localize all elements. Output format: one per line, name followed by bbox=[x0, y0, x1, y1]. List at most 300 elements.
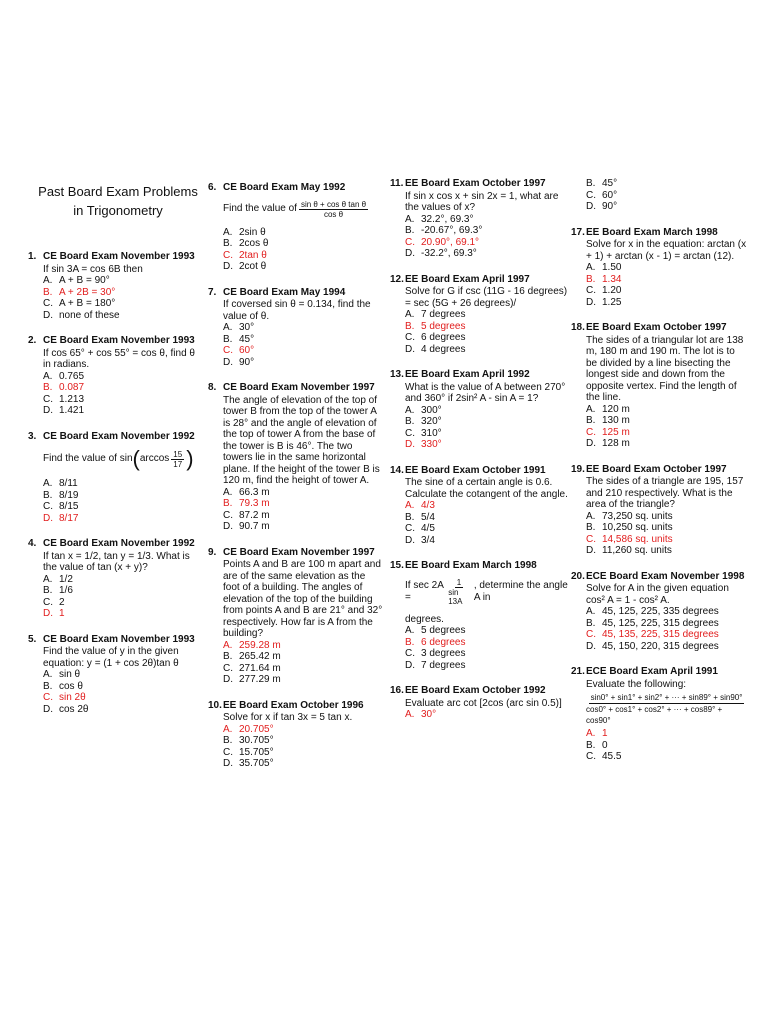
choice-letter: A. bbox=[405, 709, 415, 720]
choice-text: A + 2B = 30° bbox=[59, 286, 116, 298]
problem-question: Solve for A in the given equation cos² A = 1 - cos² A. bbox=[586, 583, 729, 606]
choice-text: 1 bbox=[602, 728, 608, 739]
choice-c bbox=[223, 250, 384, 262]
choice-list bbox=[586, 262, 747, 308]
choice-letter: B. bbox=[586, 273, 596, 285]
choice-letter: D. bbox=[43, 512, 53, 524]
choice-b bbox=[223, 334, 384, 346]
choice-a bbox=[43, 669, 200, 681]
choice-text: 90.7 m bbox=[239, 521, 270, 532]
problem-source: EE Board Exam April 1997 bbox=[405, 273, 530, 285]
problem-7: 7. CE Board Exam May 1994 If coversed sin θ = 0.134, find the value of θ. A. 30° B. 45° C. 60° D. 90° bbox=[208, 287, 384, 369]
choice-text: 60° bbox=[239, 345, 255, 356]
choice-b bbox=[586, 522, 747, 534]
problem-source: CE Board Exam November 1993 bbox=[43, 251, 195, 262]
problem-question: Evaluate arc cot [2cos (arc sin 0.5)] bbox=[405, 697, 562, 709]
choice-letter: C. bbox=[405, 236, 415, 248]
math-expression: Find the value of $\frac{\text{sin θ + cos θ tan θ}}{\text{cos θ}}$ bbox=[223, 199, 367, 219]
choice-list bbox=[223, 640, 384, 686]
choice-c bbox=[586, 629, 747, 641]
choice-d bbox=[586, 641, 747, 653]
choice-letter: C. bbox=[223, 509, 233, 521]
choice-text: 60° bbox=[602, 189, 618, 201]
choice-c bbox=[43, 298, 200, 310]
choice-text: 4 degrees bbox=[421, 343, 466, 355]
choice-list bbox=[586, 404, 747, 450]
problem-15: 15. EE Board Exam March 1998 If sec 2A = $\frac{1}{\sin 13A}$ , determine the angle A in degrees. A. 5 degrees B. 6 degrees C. 3 degrees D. 7 degrees bbox=[390, 560, 568, 671]
choice-text: 5/4 bbox=[421, 511, 435, 523]
choice-list bbox=[405, 709, 568, 721]
problem-source: CE Board Exam November 1993 bbox=[43, 335, 195, 346]
problem-source: EE Board Exam October 1996 bbox=[223, 699, 364, 711]
choice-text: 30° bbox=[239, 322, 255, 333]
problem-8: 8. CE Board Exam November 1997 The angle of elevation of the top of tower B from the top of the tower A is 28° and the angle of elevation of the top of tower A from the base of the tower is B is 46°. The two towers lie in the same horizontal plane. If the height of the tower B is 120 m, find the height of tower A. A. 66.3 m B. 79.3 m C. 87.2 m D. 90.7 m bbox=[208, 382, 384, 533]
problem-source: EE Board Exam October 1992 bbox=[405, 685, 546, 696]
problem-source: EE Board Exam October 1997 bbox=[586, 463, 727, 475]
problem-question: The sides of a triangle are 195, 157 and 210 respectively. What is the area of the triangle? bbox=[586, 476, 744, 510]
problem-13: 13. EE Board Exam April 1992 What is the value of A between 270° and 360° if 2sin² A - sin A = 1? A. 300° B. 320° C. 310° D. 330° bbox=[390, 369, 568, 451]
choice-d bbox=[586, 545, 747, 557]
choice-a bbox=[223, 724, 384, 736]
choice-letter: C. bbox=[586, 751, 596, 762]
choice-text: 1 bbox=[59, 608, 65, 619]
choice-a bbox=[586, 606, 747, 618]
choice-c bbox=[405, 428, 568, 440]
problem-question: The sine of a certain angle is 0.6. Calculate the cotangent of the angle. bbox=[405, 477, 568, 500]
choice-list bbox=[405, 625, 568, 671]
choice-text: 1/6 bbox=[59, 585, 73, 596]
choice-text: 11,260 sq. units bbox=[602, 545, 672, 556]
problem-2: 2. CE Board Exam November 1993 If cos 65° + cos 55° = cos θ, find θ in radians. A. 0.765 B. 0.087 C. 1.213 D. 1.421 bbox=[28, 335, 200, 417]
choice-c bbox=[43, 597, 200, 609]
choice-b bbox=[223, 498, 384, 510]
choice-d bbox=[223, 758, 384, 770]
choice-list bbox=[43, 371, 200, 417]
choice-list bbox=[405, 309, 568, 355]
choice-text: 30.705° bbox=[239, 735, 274, 746]
choice-letter: D. bbox=[586, 545, 596, 556]
choice-text: 1.20 bbox=[602, 285, 622, 296]
choice-letter: B. bbox=[405, 225, 415, 236]
choice-d bbox=[43, 310, 200, 322]
choice-letter: B. bbox=[586, 178, 596, 189]
choice-letter: B. bbox=[405, 636, 415, 648]
choice-b bbox=[43, 382, 200, 394]
problem-question: If sin 3A = cos 6B then bbox=[43, 263, 143, 275]
choice-text: 300° bbox=[421, 404, 442, 416]
choice-letter: B. bbox=[223, 498, 233, 509]
choice-text: cos 2θ bbox=[59, 703, 89, 715]
choice-d bbox=[405, 344, 568, 356]
choice-letter: B. bbox=[43, 382, 53, 393]
choice-text: 330° bbox=[421, 439, 442, 450]
choice-letter: D. bbox=[405, 534, 415, 546]
choice-letter: D. bbox=[405, 659, 415, 671]
problem-question: The angle of elevation of the top of tower B from the top of the tower A is 28° and the angle of elevation of the top of tower A from the base of the tower is B is 46°. The two towers lie in the same horizontal plane. If the height of the tower B is 120 m, find the height of tower A. bbox=[223, 394, 380, 486]
choice-letter: A. bbox=[223, 723, 233, 735]
choice-a bbox=[43, 478, 200, 490]
choice-b bbox=[43, 585, 200, 597]
choice-d bbox=[586, 297, 747, 309]
choice-letter: A. bbox=[586, 606, 596, 617]
choice-d bbox=[43, 608, 200, 620]
problem-21: 21. ECE Board Exam April 1991 Evaluate the following: sin0° + sin1° + sin2° + ··· + sin89° + sin90° cos0° + cos1° + cos2° + ··· + cos89° + cos90° A. 1 B. 0 C. 45.5 bbox=[571, 666, 747, 763]
choice-list bbox=[223, 227, 384, 273]
choice-text: 1/2 bbox=[59, 573, 73, 585]
choice-b bbox=[223, 651, 384, 663]
choice-text: 20.705° bbox=[239, 723, 274, 735]
choice-text: -32.2°, 69.3° bbox=[421, 248, 477, 259]
choice-letter: D. bbox=[586, 201, 596, 212]
problem-3: 3. CE Board Exam November 1992 Find the value of sin ( arccos $\frac{15}{17}$ ) A. 8/11 B. 8/19 C. 8/15 D. 8/17 bbox=[28, 431, 200, 525]
problem-question: What is the value of A between 270° and 360° if 2sin² A - sin A = 1? bbox=[405, 381, 566, 404]
choice-letter: A. bbox=[586, 728, 596, 739]
choice-letter: B. bbox=[43, 585, 53, 596]
choice-list bbox=[405, 405, 568, 451]
choice-a bbox=[405, 709, 568, 721]
choice-letter: A. bbox=[405, 404, 415, 416]
choice-letter: C. bbox=[405, 523, 415, 534]
choice-letter: A. bbox=[586, 262, 596, 273]
problem-question: Points A and B are 100 m apart and are of the same elevation as the foot of a building. The angles of elevation of the top of the building from points A and B are 21° and 32° respectively. How far is A from the building? bbox=[223, 559, 383, 639]
choice-letter: D. bbox=[405, 248, 415, 259]
choice-b bbox=[405, 637, 568, 649]
choice-letter: A. bbox=[586, 510, 596, 522]
problem-6: 6. CE Board Exam May 1992 Find the value of $\frac{\text{sin θ + cos θ tan θ}}{\text{cos θ}}$ A. 2sin θ B. 2cos θ C. 2tan θ D. 2cot θ bbox=[208, 182, 384, 273]
choice-text: 125 m bbox=[602, 426, 630, 438]
choice-list bbox=[43, 275, 200, 321]
choice-a bbox=[405, 500, 568, 512]
choice-letter: A. bbox=[43, 669, 53, 680]
choice-letter: C. bbox=[43, 692, 53, 703]
choice-text: 35.705° bbox=[239, 758, 274, 769]
choice-text: 2 bbox=[59, 596, 65, 608]
choice-letter: B. bbox=[405, 320, 415, 332]
problem-1: 1. CE Board Exam November 1993 If sin 3A = cos 6B then A. A + B = 90° B. A + 2B = 30° C. A + B = 180° D. none of these bbox=[28, 251, 200, 321]
choice-a bbox=[43, 371, 200, 383]
problem-source: EE Board Exam April 1992 bbox=[405, 369, 530, 380]
choice-letter: B. bbox=[223, 651, 233, 662]
choice-letter: A. bbox=[223, 322, 233, 333]
choice-letter: C. bbox=[586, 533, 596, 545]
choice-d bbox=[405, 439, 568, 451]
choice-text: 1.25 bbox=[602, 296, 622, 308]
problem-4: 4. CE Board Exam November 1992 If tan x = 1/2, tan y = 1/3. What is the value of tan (x + y)? A. 1/2 B. 1/6 C. 2 D. 1 bbox=[28, 538, 200, 620]
problem-10: 10. EE Board Exam October 1996 Solve for x if tan 3x = 5 tan x. A. 20.705° B. 30.705° C. 15.705° D. 35.705° bbox=[208, 700, 384, 770]
choice-d bbox=[586, 438, 747, 450]
choice-letter: C. bbox=[405, 332, 415, 343]
choice-letter: A. bbox=[586, 403, 596, 415]
choice-text: 8/17 bbox=[59, 512, 79, 524]
choice-letter: A. bbox=[223, 486, 233, 498]
column-1 bbox=[28, 182, 200, 729]
choice-letter: B. bbox=[586, 617, 596, 629]
choice-letter: C. bbox=[223, 662, 233, 674]
choice-b bbox=[405, 225, 568, 237]
choice-text: 1.213 bbox=[59, 393, 85, 405]
problem-source: CE Board Exam May 1994 bbox=[223, 286, 346, 298]
choice-letter: D. bbox=[43, 608, 53, 619]
choice-text: 45, 125, 225, 335 degrees bbox=[602, 606, 719, 617]
choice-a bbox=[405, 309, 568, 321]
choice-text: 3 degrees bbox=[421, 648, 466, 659]
choice-c bbox=[223, 510, 384, 522]
choice-text: 73,250 sq. units bbox=[602, 510, 673, 522]
choice-c bbox=[586, 427, 747, 439]
choice-text: 45, 125, 225, 315 degrees bbox=[602, 617, 719, 629]
choice-letter: C. bbox=[43, 393, 53, 405]
choice-letter: A. bbox=[43, 275, 53, 286]
choice-letter: D. bbox=[405, 343, 415, 355]
choice-list bbox=[223, 724, 384, 770]
choice-letter: D. bbox=[43, 703, 53, 715]
choice-c bbox=[405, 332, 568, 344]
choice-d bbox=[43, 405, 200, 417]
choice-text: 8/19 bbox=[59, 489, 79, 501]
choice-a bbox=[586, 262, 747, 274]
choice-letter: C. bbox=[43, 298, 53, 309]
choice-text: 128 m bbox=[602, 438, 630, 449]
choice-letter: C. bbox=[405, 648, 415, 659]
choice-letter: D. bbox=[405, 439, 415, 450]
math-expression: Find the value of sin ( arccos $\frac{15}{17}$ ) bbox=[43, 446, 194, 471]
choice-letter: C. bbox=[586, 426, 596, 438]
choice-text: 90° bbox=[239, 356, 255, 368]
choice-c bbox=[223, 663, 384, 675]
choice-letter: C. bbox=[223, 345, 233, 356]
choice-letter: A. bbox=[43, 370, 53, 382]
choice-a bbox=[223, 640, 384, 652]
choice-list bbox=[43, 574, 200, 620]
choice-b bbox=[586, 274, 747, 286]
problem-question: Find the value of y in the given equation: y = (1 + cos 2θ)tan θ bbox=[43, 646, 179, 669]
choice-letter: C. bbox=[43, 501, 53, 512]
problem-question: If cos 65° + cos 55° = cos θ, find θ in radians. bbox=[43, 347, 195, 370]
choice-b bbox=[223, 735, 384, 747]
choice-c bbox=[586, 534, 747, 546]
choice-a bbox=[405, 625, 568, 637]
choice-b bbox=[586, 618, 747, 630]
choice-b bbox=[586, 740, 747, 752]
choice-a bbox=[405, 405, 568, 417]
choice-a bbox=[223, 487, 384, 499]
problem-11: 11. EE Board Exam October 1997 If sin x cos x + sin 2x = 1, what are the values of x? A. 32.2°, 69.3° B. -20.67°, 69.3° C. 20.90°, 69.1° D. -32.2°, 69.3° bbox=[390, 178, 568, 260]
choice-b bbox=[43, 287, 200, 299]
choice-text: 1.50 bbox=[602, 262, 622, 273]
problem-source: CE Board Exam May 1992 bbox=[223, 182, 346, 193]
column-3 bbox=[390, 178, 568, 735]
choice-a bbox=[586, 728, 747, 740]
choice-letter: A. bbox=[223, 226, 233, 238]
problem-question: If tan x = 1/2, tan y = 1/3. What is the value of tan (x + y)? bbox=[43, 550, 190, 573]
choice-b bbox=[586, 415, 747, 427]
choice-letter: D. bbox=[43, 405, 53, 416]
choice-letter: C. bbox=[43, 596, 53, 608]
problem-source: CE Board Exam November 1992 bbox=[43, 430, 195, 442]
choice-list bbox=[586, 606, 747, 652]
problem-9: 9. CE Board Exam November 1997 Points A and B are 100 m apart and are of the same elevation as the foot of a building. The angles of elevation of the top of the building from points A and B are 21° and 32° respectively. How far is A from the building? A. 259.28 m B. 265.42 m C. 271.64 m D. 277.29 m bbox=[208, 546, 383, 685]
choice-letter: B. bbox=[586, 415, 596, 426]
choice-letter: C. bbox=[586, 629, 596, 640]
choice-a bbox=[405, 214, 568, 226]
choice-text: 2tan θ bbox=[239, 249, 267, 261]
choice-letter: D. bbox=[223, 261, 233, 272]
fraction: sin0° + sin1° + sin2° + ··· + sin89° + sin90° cos0° + cos1° + cos2° + ··· + cos89° + cos90° bbox=[586, 693, 743, 725]
choice-d bbox=[586, 201, 747, 213]
choice-b bbox=[43, 490, 200, 502]
choice-c bbox=[43, 692, 200, 704]
choice-list bbox=[43, 669, 200, 715]
choice-text: 45° bbox=[239, 333, 255, 345]
choice-text: 6 degrees bbox=[421, 636, 466, 648]
choice-letter: B. bbox=[43, 286, 53, 298]
choice-c bbox=[586, 190, 747, 202]
choice-letter: C. bbox=[586, 285, 596, 296]
choice-text: 320° bbox=[421, 416, 442, 427]
choice-list bbox=[405, 500, 568, 546]
choice-list bbox=[405, 214, 568, 260]
choice-letter: D. bbox=[223, 521, 233, 532]
choice-letter: B. bbox=[405, 511, 415, 523]
choice-letter: D. bbox=[586, 640, 596, 652]
choice-list bbox=[586, 728, 747, 763]
choice-text: 130 m bbox=[602, 415, 630, 426]
problem-14: 14. EE Board Exam October 1991 The sine of a certain angle is 0.6. Calculate the cotangent of the angle. A. 4/3 B. 5/4 C. 4/5 D. 3/4 bbox=[390, 464, 568, 546]
choice-letter: B. bbox=[586, 522, 596, 533]
choice-text: sin θ bbox=[59, 669, 81, 680]
choice-list bbox=[43, 478, 200, 524]
problem-question: If coversed sin θ = 0.134, find the value of θ. bbox=[223, 299, 371, 322]
document-title: Past Board Exam Problems in Trigonometry bbox=[38, 184, 198, 218]
choice-letter: B. bbox=[586, 739, 596, 751]
choice-letter: D. bbox=[223, 356, 233, 368]
choice-text: 14,586 sq. units bbox=[602, 533, 673, 545]
choice-text: A + B = 90° bbox=[59, 275, 110, 286]
problem-question: Solve for x in the equation: arctan (x + 1) + arctan (x - 1) = arctan (12). bbox=[586, 239, 747, 262]
choice-text: 277.29 m bbox=[239, 674, 281, 685]
problem-18: 18. EE Board Exam October 1997 The sides of a triangular lot are 138 m, 180 m and 190 m. The lot is to be divided by a line bisecting the longest side and down from the opposite vertex. Find the length of the line. A. 120 m B. 130 m C. 125 m D. 128 m bbox=[571, 322, 747, 450]
problem-17: 17. EE Board Exam March 1998 Solve for x in the equation: arctan (x + 1) + arctan (x - 1) = arctan (12). A. 1.50 B. 1.34 C. 1.20 D. 1.25 bbox=[571, 226, 747, 308]
choice-letter: C. bbox=[405, 427, 415, 439]
column-2 bbox=[208, 182, 384, 784]
choice-c bbox=[43, 394, 200, 406]
problem-12: 12. EE Board Exam April 1997 Solve for G if csc (11G - 16 degrees) = sec (5G + 26 degrees)/ A. 7 degrees B. 5 degrees C. 6 degrees D. 4 degrees bbox=[390, 273, 568, 355]
choice-letter: B. bbox=[223, 333, 233, 345]
problem-16: 16. EE Board Exam October 1992 Evaluate arc cot [2cos (arc sin 0.5)] A. 30° bbox=[390, 685, 568, 721]
choice-text: 1.421 bbox=[59, 405, 85, 416]
choice-text: 7 degrees bbox=[421, 309, 466, 320]
choice-letter: B. bbox=[43, 680, 53, 692]
choice-list bbox=[586, 511, 747, 557]
problem-16-continued bbox=[571, 178, 747, 213]
choice-c bbox=[405, 237, 568, 249]
choice-text: 45, 135, 225, 315 degrees bbox=[602, 629, 719, 640]
math-expression: If sec 2A = $\frac{1}{\sin 13A}$ , determine the angle A in bbox=[405, 577, 568, 606]
choice-text: 87.2 m bbox=[239, 509, 270, 521]
choice-b bbox=[405, 512, 568, 524]
choice-text: 8/15 bbox=[59, 501, 79, 512]
choice-c bbox=[223, 345, 384, 357]
choice-list bbox=[586, 178, 747, 213]
choice-text: 4/3 bbox=[421, 500, 435, 511]
choice-a bbox=[586, 511, 747, 523]
choice-text: 2cos θ bbox=[239, 238, 269, 249]
choice-letter: A. bbox=[405, 625, 415, 636]
choice-letter: C. bbox=[586, 189, 596, 201]
choice-d bbox=[43, 513, 200, 525]
choice-list bbox=[223, 487, 384, 533]
problem-source: CE Board Exam November 1993 bbox=[43, 633, 195, 645]
choice-c bbox=[586, 285, 747, 297]
choice-c bbox=[223, 747, 384, 759]
choice-text: 7 degrees bbox=[421, 659, 466, 671]
choice-text: 4/5 bbox=[421, 523, 435, 534]
choice-text: 32.2°, 69.3° bbox=[421, 213, 474, 225]
choice-text: 15.705° bbox=[239, 746, 274, 758]
choice-text: 79.3 m bbox=[239, 498, 270, 509]
choice-text: 45° bbox=[602, 178, 618, 189]
choice-text: 2cot θ bbox=[239, 261, 267, 272]
choice-letter: D. bbox=[586, 296, 596, 308]
problem-source: EE Board Exam March 1998 bbox=[586, 226, 718, 238]
choice-list bbox=[223, 322, 384, 368]
choice-d bbox=[405, 248, 568, 260]
choice-text: 5 degrees bbox=[421, 320, 466, 332]
choice-text: 20.90°, 69.1° bbox=[421, 236, 480, 248]
choice-letter: A. bbox=[405, 213, 415, 225]
choice-text: 5 degrees bbox=[421, 625, 466, 636]
choice-c bbox=[405, 523, 568, 535]
choice-text: none of these bbox=[59, 309, 120, 321]
choice-text: 1.34 bbox=[602, 273, 622, 285]
choice-b bbox=[223, 238, 384, 250]
choice-text: 0.765 bbox=[59, 370, 85, 382]
choice-d bbox=[223, 357, 384, 369]
choice-text: cos θ bbox=[59, 680, 83, 692]
choice-text: 2sin θ bbox=[239, 226, 266, 238]
choice-text: 3/4 bbox=[421, 534, 435, 546]
choice-text: 310° bbox=[421, 427, 442, 439]
choice-letter: A. bbox=[223, 639, 233, 651]
choice-d bbox=[223, 674, 384, 686]
problem-source: EE Board Exam October 1997 bbox=[405, 178, 546, 189]
choice-d bbox=[223, 261, 384, 273]
choice-d bbox=[405, 660, 568, 672]
choice-text: -20.67°, 69.3° bbox=[421, 225, 483, 236]
choice-a bbox=[223, 322, 384, 334]
choice-text: 259.28 m bbox=[239, 639, 281, 651]
choice-b bbox=[43, 681, 200, 693]
choice-text: 90° bbox=[602, 201, 618, 212]
choice-text: A + B = 180° bbox=[59, 298, 116, 309]
problem-source: EE Board Exam October 1997 bbox=[586, 322, 727, 333]
choice-c bbox=[586, 751, 747, 763]
problem-19: 19. EE Board Exam October 1997 The sides of a triangle are 195, 157 and 210 respectively. What is the area of the triangle? A. 73,250 sq. units B. 10,250 sq. units C. 14,586 sq. units D. 11,260 sq. units bbox=[571, 464, 747, 557]
choice-c bbox=[43, 501, 200, 513]
choice-letter: A. bbox=[405, 500, 415, 511]
choice-c bbox=[405, 648, 568, 660]
choice-text: 271.64 m bbox=[239, 662, 281, 674]
choice-a bbox=[586, 404, 747, 416]
column-4 bbox=[571, 178, 747, 777]
choice-letter: A. bbox=[405, 309, 415, 320]
problem-source: CE Board Exam November 1997 bbox=[223, 382, 375, 393]
fraction: $\frac{15}{17}$ bbox=[173, 449, 183, 469]
choice-letter: D. bbox=[223, 674, 233, 685]
problem-question: Solve for x if tan 3x = 5 tan x. bbox=[223, 712, 353, 723]
choice-letter: D. bbox=[43, 309, 53, 321]
problem-question: If sin x cos x + sin 2x = 1, what are the values of x? bbox=[405, 190, 559, 213]
